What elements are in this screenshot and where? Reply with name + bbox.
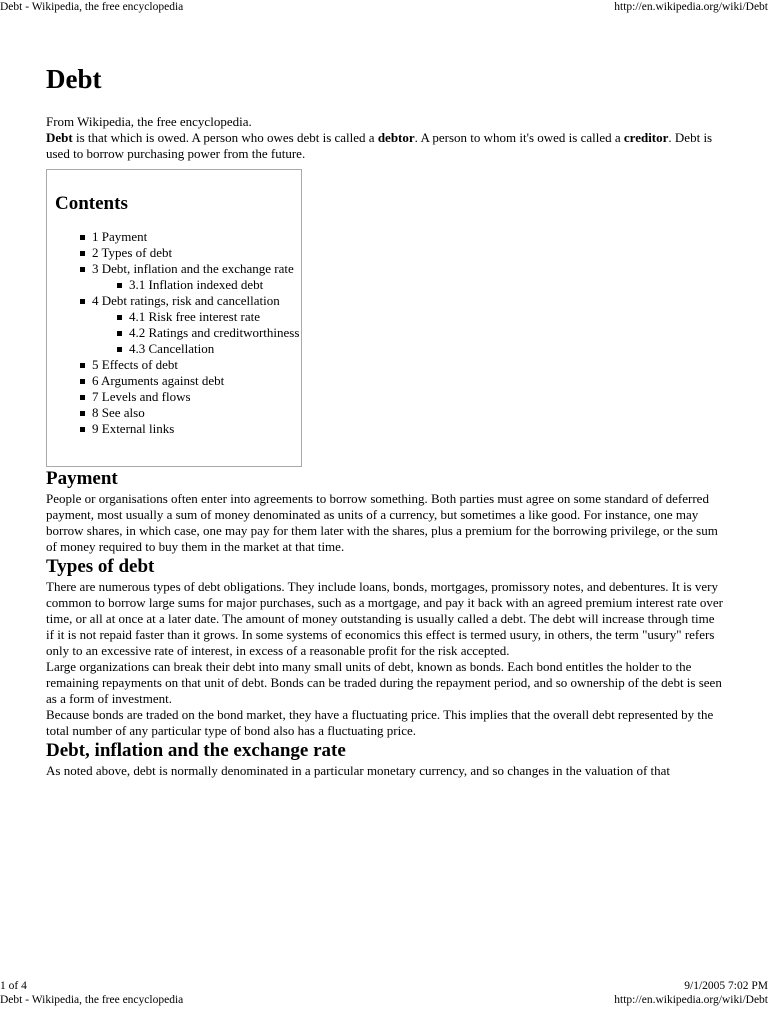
bullet-icon <box>117 283 122 288</box>
intro-text-2: . A person to whom it's owed is called a <box>414 130 624 145</box>
toc-item-label[interactable]: 4.1 Risk free interest rate <box>129 309 261 324</box>
toc-title: Contents <box>55 193 128 214</box>
toc-item[interactable] <box>55 421 293 437</box>
table-of-contents <box>46 169 302 467</box>
article-subtitle: From Wikipedia, the free encyclopedia. <box>46 114 252 129</box>
toc-item-label[interactable]: 2 Types of debt <box>92 245 173 260</box>
toc-item-label[interactable]: 3.1 Inflation indexed debt <box>129 277 264 292</box>
toc-item-label[interactable]: 1 Payment <box>92 229 148 244</box>
print-footer-right <box>614 980 768 1008</box>
bullet-icon <box>80 267 85 272</box>
section-heading-inflation: Debt, inflation and the exchange rate <box>46 740 346 761</box>
toc-list <box>55 229 300 437</box>
bullet-icon <box>80 235 85 240</box>
types-paragraph: Because bonds are traded on the bond market, they have a fluctuating price. This implies that the overall debt represented by the total number of any particular type of bond also has a fluctuating price. <box>46 707 714 738</box>
payment-paragraph: People or organisations often enter into agreements to borrow something. Both parties must agree on some standard of deferred payment, most usually a sum of money denominated as units of a currency, but sometimes a like good. For instance, one may borrow shares, in which case, one may pay for them later with the shares, plus a premium for the borrowing privilege, or the sum of money required to buy them in the market at that time. <box>46 491 718 554</box>
toc-item-label[interactable]: 3 Debt, inflation and the exchange rate <box>92 261 294 276</box>
bullet-icon <box>117 347 122 352</box>
toc-item[interactable] <box>55 389 293 405</box>
bullet-icon <box>80 427 85 432</box>
print-footer-title: Debt - Wikipedia, the free encyclopedia <box>0 994 184 1006</box>
bullet-icon <box>80 395 85 400</box>
toc-item-label[interactable]: 4.2 Ratings and creditworthiness <box>129 325 300 340</box>
print-footer-url: http://en.wikipedia.org/wiki/Debt <box>614 994 768 1006</box>
page-number: 1 of 4 <box>0 980 27 992</box>
intro-debtor: debtor <box>377 130 415 145</box>
bullet-icon <box>117 331 122 336</box>
print-header-url: http://en.wikipedia.org/wiki/Debt <box>614 1 768 13</box>
intro-creditor: creditor <box>623 130 669 145</box>
bullet-icon <box>80 411 85 416</box>
print-footer-left <box>0 980 183 1008</box>
inflation-paragraph: As noted above, debt is normally denominated in a particular monetary currency, and so changes in the valuation of that <box>46 763 671 778</box>
intro-paragraph <box>46 130 724 162</box>
toc-item-label[interactable]: 4.3 Cancellation <box>129 341 215 356</box>
print-datetime: 9/1/2005 7:02 PM <box>684 980 768 992</box>
toc-item-label[interactable]: 9 External links <box>92 421 175 436</box>
intro-text-3: . Debt is used to borrow purchasing power from the future. <box>46 130 713 161</box>
print-header-title: Debt - Wikipedia, the free encyclopedia <box>0 1 184 13</box>
bullet-icon <box>117 315 122 320</box>
toc-item[interactable] <box>55 405 293 421</box>
intro-term: Debt <box>46 130 73 145</box>
toc-subitem[interactable] <box>55 277 293 293</box>
toc-item-label[interactable]: 4 Debt ratings, risk and cancellation <box>92 293 280 308</box>
toc-item[interactable] <box>55 373 293 389</box>
types-paragraph: There are numerous types of debt obligations. They include loans, bonds, mortgages, promissory notes, and debentures. It is very common to borrow large sums for major purchases, such as a mortgage, and pay it back with an agreed premium interest rate over time, or all at once at a later date. The amount of money outstanding is usually called a debt. The debt will increase through time if it is not repaid faster than it grows. In some systems of economics this effect is termed usury, in others, the term "usury" refers only to an excessive rate of interest, in excess of a reasonable profit for the risk accepted. <box>46 579 723 658</box>
toc-item[interactable] <box>55 245 293 261</box>
page-title: Debt <box>46 64 102 94</box>
toc-item[interactable] <box>55 357 293 373</box>
toc-item[interactable] <box>55 261 293 277</box>
toc-item[interactable] <box>55 229 293 245</box>
intro-text-1: is that which is owed. A person who owes debt is called a <box>72 130 378 145</box>
bullet-icon <box>80 379 85 384</box>
toc-item-label[interactable]: 7 Levels and flows <box>92 389 191 404</box>
toc-item-label[interactable]: 8 See also <box>92 405 145 420</box>
article <box>46 62 724 779</box>
bullet-icon <box>80 363 85 368</box>
toc-item-label[interactable]: 5 Effects of debt <box>92 357 179 372</box>
toc-item-label[interactable]: 6 Arguments against debt <box>92 373 225 388</box>
section-heading-types-of-debt: Types of debt <box>46 556 155 577</box>
types-paragraph: Large organizations can break their debt into many small units of debt, known as bonds. Each bond entitles the holder to the remaining repayments on that unit of debt. Bonds can be traded during the repayment period, and so ownership of the debt is seen as a form of investment. <box>46 659 722 706</box>
section-heading-payment: Payment <box>46 468 118 489</box>
toc-item[interactable] <box>55 293 293 309</box>
toc-subitem[interactable] <box>55 309 293 325</box>
toc-subitem[interactable] <box>55 341 293 357</box>
toc-subitem[interactable] <box>55 325 300 341</box>
bullet-icon <box>80 299 85 304</box>
bullet-icon <box>80 251 85 256</box>
